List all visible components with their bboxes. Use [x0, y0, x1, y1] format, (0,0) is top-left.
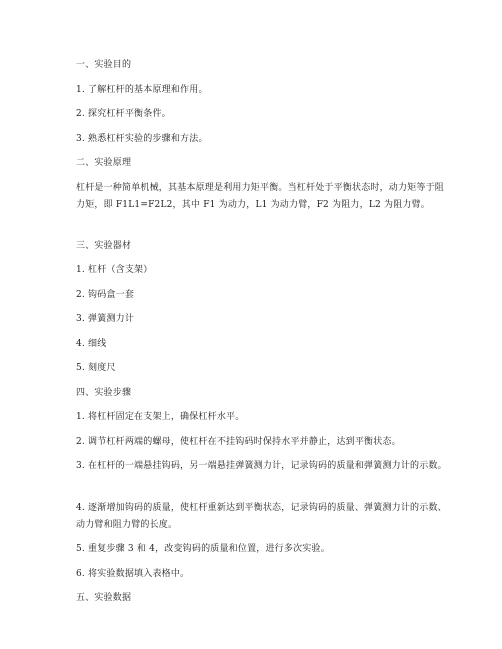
list-item: 4. 逐渐增加钩码的质量，使杠杆重新达到平衡状态，记录钩码的质量、弹簧测力计的示数、动力臂和阻力臂的长度。 — [76, 503, 447, 530]
principle-paragraph: 杠杆是一种简单机械，其基本原理是利用力矩平衡。当杠杆处于平衡状态时，动力矩等于阻力矩，即 F1L1=F2L2，其中 F1 为动力，L1 为动力臂，F2 为阻力，L2 为阻力臂。 — [76, 183, 445, 210]
section-heading-equipment: 三、实验器材 — [76, 241, 132, 251]
list-item: 4. 细线 — [76, 339, 107, 349]
section-heading-steps: 四、实验步骤 — [76, 388, 132, 398]
list-item: 5. 重复步骤 3 和 4，改变钩码的质量和位置，进行多次实验。 — [76, 544, 330, 554]
section-heading-purpose: 一、实验目的 — [76, 60, 132, 70]
list-item: 1. 了解杠杆的基本原理和作用。 — [76, 85, 208, 95]
list-item: 2. 钩码盒一套 — [76, 290, 135, 300]
list-item: 3. 熟悉杠杆实验的步骤和方法。 — [76, 134, 208, 144]
list-item: 1. 将杠杆固定在支架上，确保杠杆水平。 — [76, 412, 245, 422]
list-item: 3. 弹簧测力计 — [76, 314, 135, 324]
section-heading-data: 五、实验数据 — [76, 593, 132, 603]
list-item: 5. 刻度尺 — [76, 363, 116, 373]
list-item: 2. 调节杠杆两端的螺母，使杠杆在不挂钩码时保持水平并静止，达到平衡状态。 — [76, 437, 401, 447]
list-item: 6. 将实验数据填入表格中。 — [76, 569, 190, 579]
section-heading-principle: 二、实验原理 — [76, 158, 132, 168]
list-item: 1. 杠杆（含支架） — [76, 265, 153, 275]
list-item: 2. 探究杠杆平衡条件。 — [76, 109, 171, 119]
list-item: 3. 在杠杆的一端悬挂钩码，另一端悬挂弹簧测力计，记录钩码的质量和弹簧测力计的示数。 — [76, 461, 447, 471]
